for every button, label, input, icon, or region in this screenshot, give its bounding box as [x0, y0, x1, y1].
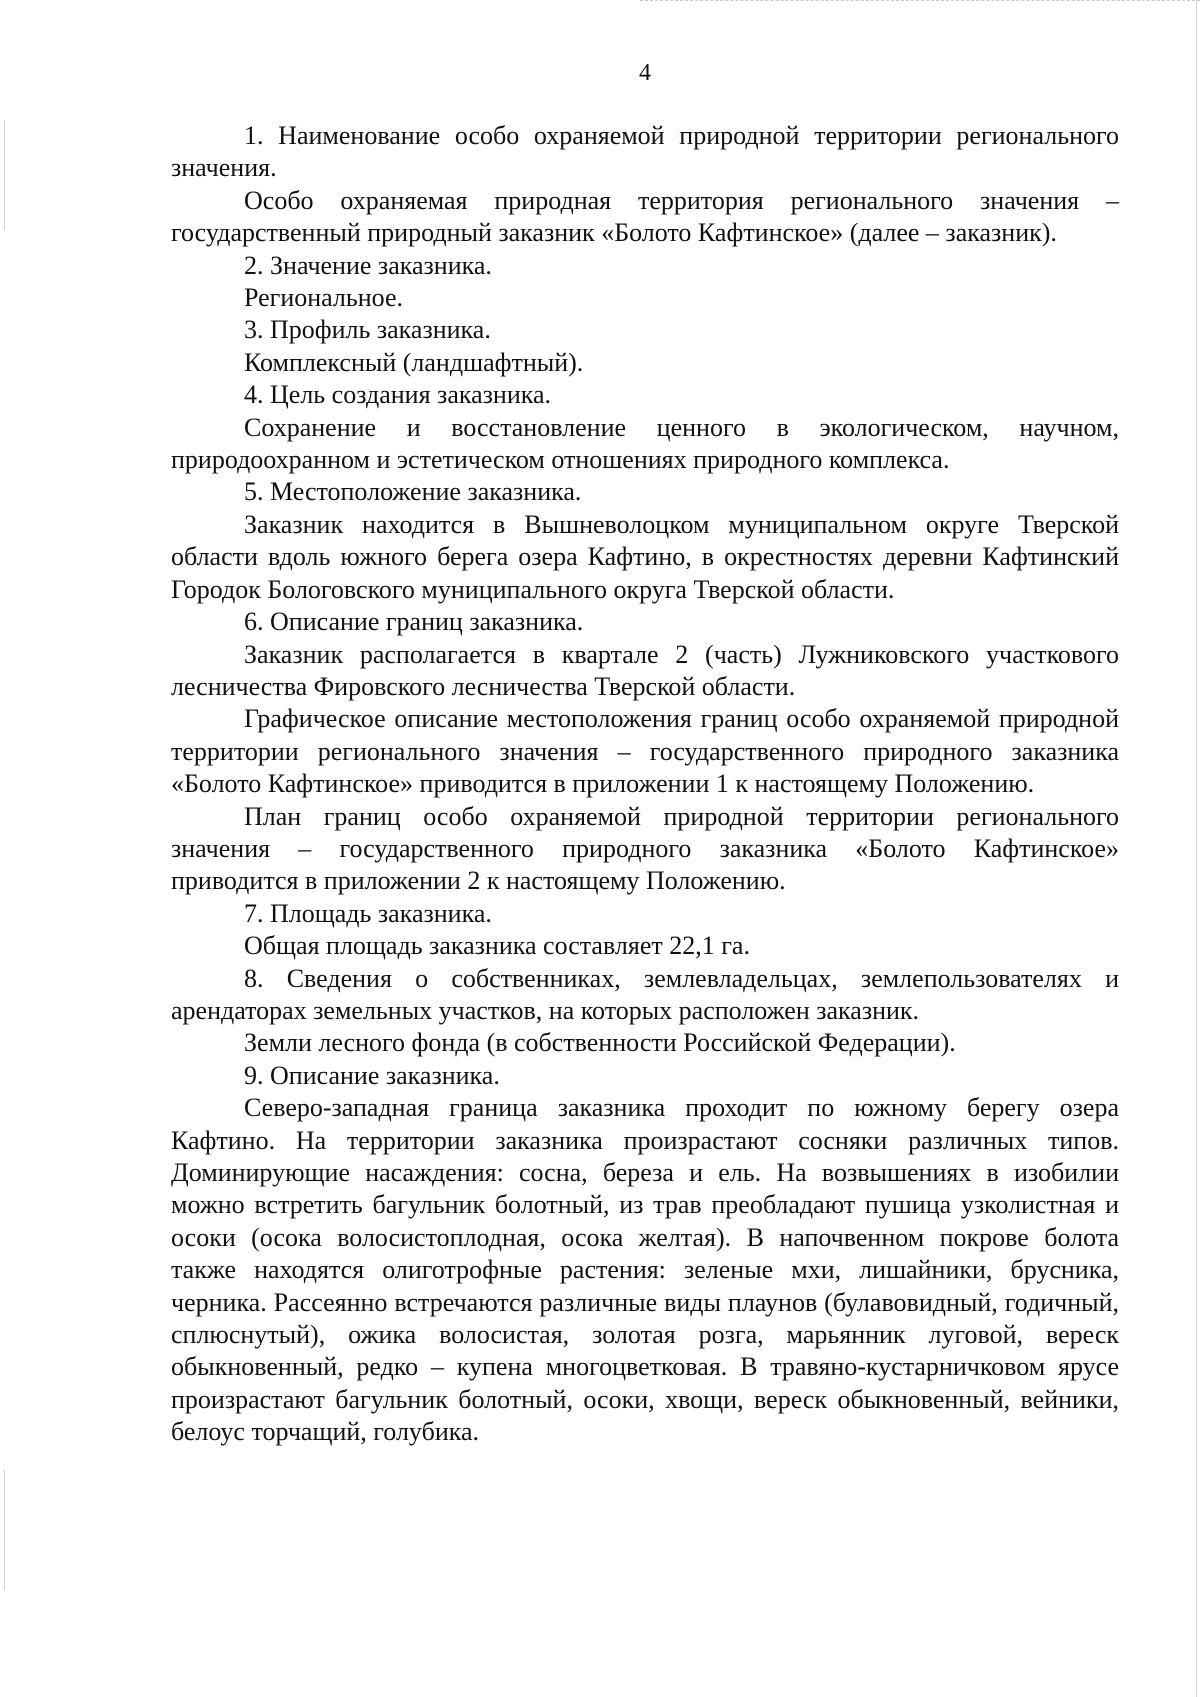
- paragraph: Сохранение и восстановление ценного в экологическом, научном, природоохранном и эстетическом отношениях природного комплекса.: [171, 412, 1119, 475]
- section-heading-significance: 2. Значение заказника.: [244, 250, 492, 280]
- section-heading-boundaries: 6. Описание границ заказника.: [244, 607, 584, 637]
- paragraph: Заказник располагается в квартале 2 (часть) Лужниковского участкового лесничества Фировского лесничества Тверской области.: [171, 639, 1119, 701]
- scan-edge-line: [4, 120, 5, 230]
- paragraph: Заказник находится в Вышневолоцком муниципальном округе Тверской области вдоль южного берега озера Кафтино, в окрестностях деревни Кафтинский Городок Бологовского муниципального округа Тверской области.: [171, 509, 1119, 604]
- scan-edge-line: [4, 1470, 5, 1590]
- section-heading-purpose: 4. Цель создания заказника.: [244, 380, 552, 410]
- paragraph: Комплексный (ландшафтный).: [244, 347, 584, 377]
- paragraph: План границ особо охраняемой природной территории регионального значения – государственного природного заказника «Болото Кафтинское» приводится в приложении 2 к настоящему Положению.: [171, 801, 1119, 896]
- paragraph: Северо-западная граница заказника проходит по южному берегу озера Кафтино. На территории заказника произрастают сосняки различных типов. Доминирующие насаждения: сосна, береза и ель. На возвышениях в изобилии можно встретить багульник болотный, из трав преобладают пушица узколистная и осоки (осока волосистоплодная, осока желтая). В напочвенном покрове болота также находятся олиготрофные растения: зеленые мхи, лишайники, брусника, черника. Рассеянно встречаются различные виды плаунов (булавовидный, годичный, сплюснутый), ожика волосистая, золотая розга, марьянник луговой, вереск обыкновенный, редко – купена многоцветковая. В травяно-кустарничковом ярусе произрастают багульник болотный, осоки, хвощи, вереск обыкновенный, вейники, белоус торчащий, голубика.: [171, 1093, 1119, 1447]
- section-heading-location: 5. Местоположение заказника.: [244, 477, 582, 507]
- document-body: [171, 120, 1119, 1449]
- scan-edge-line: [640, 0, 1200, 1]
- section-heading-profile: 3. Профиль заказника.: [244, 315, 491, 345]
- paragraph: Особо охраняемая природная территория регионального значения – государственный природный заказник «Болото Кафтинское» (далее – заказник).: [171, 185, 1119, 248]
- page-number: 4: [639, 60, 651, 86]
- section-heading-name: 1. Наименование особо охраняемой природной территории регионального значения.: [171, 121, 1119, 183]
- paragraph: Региональное.: [244, 283, 404, 313]
- section-heading-description: 9. Описание заказника.: [244, 1060, 500, 1090]
- section-heading-owners: 8. Сведения о собственниках, землевладельцах, землепользователях и арендаторах земельных участков, на которых расположен заказник.: [171, 963, 1119, 1025]
- paragraph: Земли лесного фонда (в собственности Российской Федерации).: [244, 1028, 956, 1058]
- paragraph: Графическое описание местоположения границ особо охраняемой природной территории регионального значения – государственного природного заказника «Болото Кафтинское» приводится в приложении 1 к настоящему Положению.: [171, 704, 1119, 799]
- section-heading-area: 7. Площадь заказника.: [244, 898, 492, 928]
- scan-edge-line: [1196, 0, 1197, 1697]
- paragraph: Общая площадь заказника составляет 22,1 га.: [244, 931, 750, 961]
